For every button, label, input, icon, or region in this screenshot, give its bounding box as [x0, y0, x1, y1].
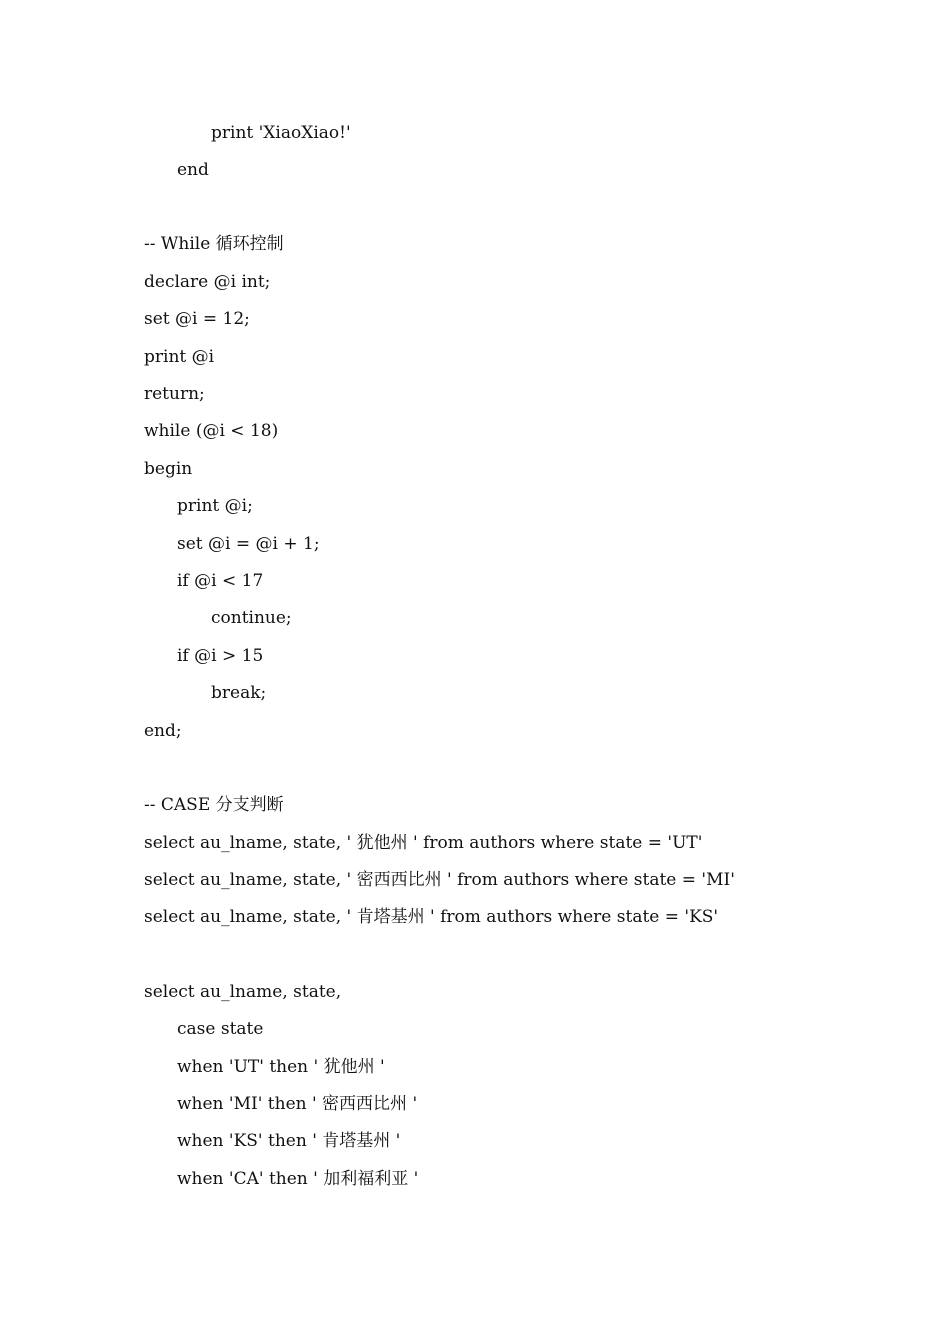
code-line: print @i; — [177, 496, 253, 516]
code-line: declare @i int; — [144, 272, 271, 292]
code-line: if @i < 17 — [177, 571, 264, 591]
code-line: case state — [177, 1019, 264, 1039]
code-line: when 'MI' then ' 密西西比州 ' — [177, 1094, 418, 1114]
code-line: end — [177, 160, 209, 180]
code-line: break; — [211, 683, 267, 703]
code-line: select au_lname, state, ' 密西西比州 ' from authors where state = 'MI' — [144, 870, 735, 890]
code-line: print 'XiaoXiao!' — [211, 123, 351, 143]
code-line: while (@i < 18) — [144, 421, 279, 441]
code-line: select au_lname, state, ' 犹他州 ' from authors where state = 'UT' — [144, 833, 703, 853]
code-line: return; — [144, 384, 205, 404]
code-line: begin — [144, 459, 193, 479]
code-line: when 'KS' then ' 肯塔基州 ' — [177, 1131, 401, 1151]
code-line: select au_lname, state, ' 肯塔基州 ' from authors where state = 'KS' — [144, 907, 719, 927]
code-comment: -- While 循环控制 — [144, 234, 284, 254]
code-line: continue; — [211, 608, 292, 628]
code-comment: -- CASE 分支判断 — [144, 795, 284, 815]
code-line: end; — [144, 721, 182, 741]
code-line: when 'UT' then ' 犹他州 ' — [177, 1057, 385, 1077]
code-line: when 'CA' then ' 加利福利亚 ' — [177, 1169, 419, 1189]
code-line: set @i = @i + 1; — [177, 534, 320, 554]
code-line: print @i — [144, 347, 215, 367]
code-line: set @i = 12; — [144, 309, 250, 329]
code-line: select au_lname, state, — [144, 982, 342, 1002]
code-line: if @i > 15 — [177, 646, 264, 666]
